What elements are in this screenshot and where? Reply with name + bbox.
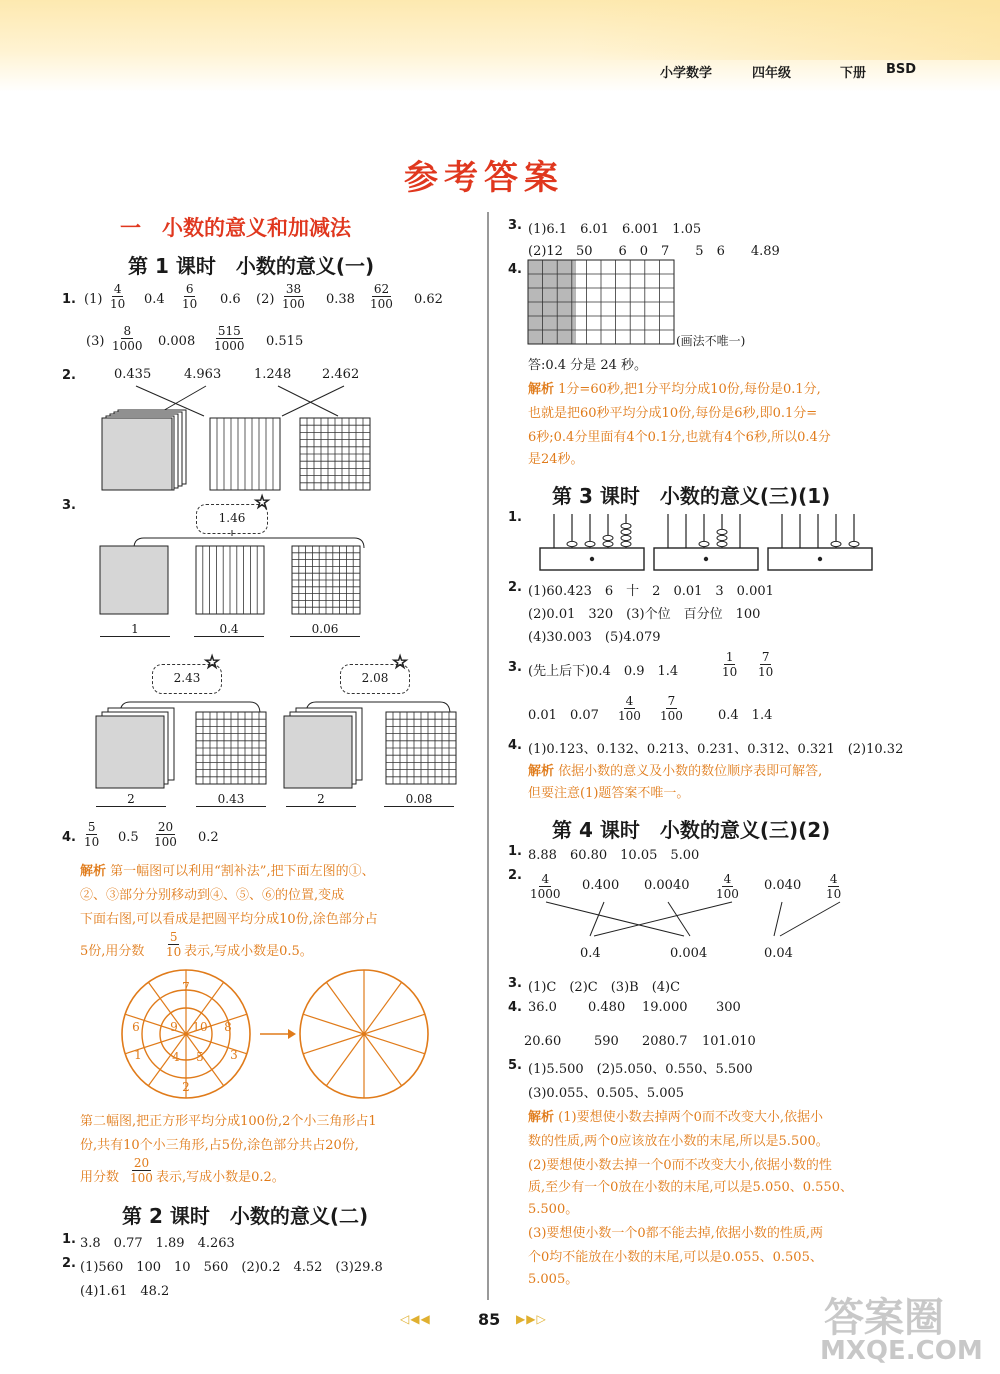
svg-text:☆: ☆: [392, 652, 409, 673]
lesson-4-title: 第 4 课时 小数的意义(三)(2): [552, 818, 831, 842]
q4-circles-figure: [120, 968, 440, 1106]
l4-q2-frac2: $\frac{4}{100}$: [716, 872, 739, 901]
r-q3-number: 3.: [508, 218, 522, 233]
q1-frac5: $\frac{8}{1000}$: [112, 324, 143, 353]
r-q3-line2: (2)12 50 6 0 7 5 6 4.89: [528, 244, 780, 259]
q1-frac3: $\frac{38}{100}$: [282, 282, 305, 311]
header-volume: 下册: [840, 66, 867, 81]
circle-number-10: 10: [192, 1020, 208, 1034]
l4-q2-top-3: 0.0040: [644, 878, 690, 893]
lesson-1-title: 第 1 课时 小数的意义(一): [128, 254, 375, 278]
l4-q3-number: 3.: [508, 976, 522, 991]
l3-q1-number: 1.: [508, 510, 522, 525]
l3-q2-line1: (1)60.423 6 十 2 0.01 3 0.001: [528, 584, 774, 599]
page-prev-arrows: ◁◀◀: [400, 1312, 431, 1326]
r-q4-analysis-line-2: 也就是把60秒平均分成10份,每份是6秒,即0.1分=: [528, 406, 818, 421]
r-q4-analysis-line-4: 是24秒。: [528, 452, 584, 467]
page-title: 参考答案: [404, 158, 564, 198]
lesson-2-title: 第 2 课时 小数的意义(二): [122, 1204, 369, 1228]
l4-q3-text: (1)C (2)C (3)B (4)C: [528, 980, 681, 995]
l4-q1-number: 1.: [508, 844, 522, 859]
l3-q4-analysis-line-1: 解析 依据小数的意义及小数的数位顺序表即可解答,: [528, 764, 823, 779]
l3-q2-line3: (4)30.003 (5)4.079: [528, 630, 661, 645]
svg-text:☆: ☆: [204, 652, 221, 673]
q1-val2: 0.6: [220, 292, 241, 307]
q3-br-value: 2.08: [340, 664, 410, 694]
q2-label-2: 4.963: [184, 367, 222, 382]
l3-q3-prefix: (先上后下)0.4 0.9 1.4: [528, 664, 679, 679]
q3-cap-1: 1: [100, 622, 170, 637]
q3-top-value: 1.46: [196, 504, 268, 534]
q2-label-3: 1.248: [254, 367, 292, 382]
r-q3-line1: (1)6.1 6.01 6.001 1.05: [528, 222, 702, 237]
l3-q3-frac1: $\frac{1}{10}$: [722, 650, 738, 679]
l4-q4-row2-2: 590: [594, 1034, 619, 1049]
q4-analysis-line-7b: 表示,写成小数是0.2。: [156, 1170, 285, 1185]
q4-analysis-line-6: 份,共有10个小三角形,占5份,涂色部分共占20份,: [80, 1138, 359, 1153]
q4-frac2: $\frac{20}{100}$: [154, 820, 177, 849]
header-grade: 四年级: [752, 66, 792, 81]
l3-q3-number: 3.: [508, 660, 522, 675]
l3-q3-row2a: 0.01 0.07: [528, 708, 599, 723]
l4-q5-analysis-line-7: 个0均不能放在小数的末尾,可以是0.055、0.505、: [528, 1250, 823, 1265]
l2-q2-line2: (4)1.61 48.2: [80, 1284, 170, 1299]
l4-q2-match-lines: [520, 896, 860, 946]
circle-number-2: 2: [182, 1080, 190, 1094]
q1-number: 1.: [62, 292, 76, 307]
q3-cap-3: 0.06: [290, 622, 360, 637]
q1-val4: 0.62: [414, 292, 443, 307]
page-next-arrows: ▶▶▷: [516, 1312, 547, 1326]
l4-q2-top-5: 0.040: [764, 878, 802, 893]
watermark-logo: 答案圈: [824, 1295, 944, 1341]
watermark-url: MXQE.COM: [820, 1336, 983, 1366]
q2-label-1: 0.435: [114, 367, 152, 382]
l4-q5-analysis-line-4: 质,至少有一个0放在小数的末尾,可以是5.050、0.550、: [528, 1180, 853, 1195]
q4-analysis-line-4b: 表示,写成小数是0.5。: [184, 944, 313, 959]
l3-q2-line2: (2)0.01 320 (3)个位 百分位 100: [528, 607, 761, 622]
l4-q5-line2: (3)0.055、0.505、5.005: [528, 1086, 685, 1101]
l4-q4-row2-1: 20.60: [524, 1034, 562, 1049]
q1-val5: 0.008: [158, 334, 196, 349]
q4-analysis-line-4a: 5份,用分数: [80, 944, 145, 959]
q1-frac6: $\frac{515}{1000}$: [214, 324, 245, 353]
q3-bl-value: 2.43: [152, 664, 222, 694]
header-subject: 小学数学: [660, 66, 713, 81]
l4-q4-row1-3: 19.000: [642, 1000, 688, 1015]
l4-q5-analysis-line-5: 5.500。: [528, 1202, 579, 1217]
q4-val1: 0.5: [118, 830, 139, 845]
l4-q4-row2-3: 2080.7: [642, 1034, 688, 1049]
l3-q4-line1: (1)0.123、0.132、0.213、0.231、0.312、0.321 (2)10.32: [528, 742, 904, 757]
l4-q2-frac1: $\frac{4}{1000}$: [530, 872, 561, 901]
l3-q2-number: 2.: [508, 580, 522, 595]
l4-q2-top-2: 0.400: [582, 878, 620, 893]
q1-part3: (3): [86, 334, 105, 349]
l4-q2-number: 2.: [508, 868, 522, 883]
circle-number-4: 4: [172, 1050, 180, 1064]
q4-analysis-line-7a: 用分数: [80, 1170, 120, 1185]
l4-q1-text: 8.88 60.80 10.05 5.00: [528, 848, 700, 863]
q1-part1: (1): [84, 292, 103, 307]
l4-q5-analysis-line-6: (3)要想使小数一个0都不能去掉,依据小数的性质,两: [528, 1226, 823, 1241]
q4-analysis-frac: $\frac{5}{10}$: [166, 930, 182, 959]
q3-figure: [90, 490, 409, 820]
lesson-3-title: 第 3 课时 小数的意义(三)(1): [552, 484, 831, 508]
q4-analysis-line-5: 第二幅图,把正方形平均分成100份,2个小三角形占1: [80, 1114, 377, 1129]
r-q4-note: (画法不唯一): [676, 334, 746, 348]
l4-q5-analysis-line-1: 解析 (1)要想使小数去掉两个0而不改变大小,依据小: [528, 1110, 823, 1125]
l4-q4-row2-4: 101.010: [702, 1034, 756, 1049]
l4-q2-bottom-2: 0.004: [670, 946, 708, 961]
l4-q4-row1-4: 300: [716, 1000, 741, 1015]
q1-val1: 0.4: [144, 292, 165, 307]
q3-number: 3.: [62, 498, 76, 513]
l4-q4-row1-2: 0.480: [588, 1000, 626, 1015]
l4-q5-analysis-line-2: 数的性质,两个0应该放在小数的末尾,所以是5.500。: [528, 1134, 829, 1149]
q3-bl-cap-1: 2: [96, 792, 166, 807]
l4-q2-frac3: $\frac{4}{10}$: [826, 872, 842, 901]
l2-q2-number: 2.: [62, 1256, 76, 1271]
circle-number-7: 7: [182, 980, 190, 994]
l3-q3-frac4: $\frac{7}{100}$: [660, 694, 683, 723]
q1-val6: 0.515: [266, 334, 304, 349]
circle-number-9: 9: [170, 1020, 178, 1034]
l4-q5-analysis-line-3: (2)要想使小数去掉一个0而不改变大小,依据小数的性: [528, 1158, 832, 1173]
svg-text:☆: ☆: [254, 492, 271, 513]
r-q4-analysis-line-3: 6秒;0.4分里面有4个0.1分,也就有4个6秒,所以0.4分: [528, 430, 831, 445]
q4-analysis-line-2: ②、③部分分别移动到④、⑤、⑥的位置,变成: [80, 888, 345, 903]
l2-q1-number: 1.: [62, 1232, 76, 1247]
q3-cap-2: 0.4: [194, 622, 264, 637]
circle-number-3: 3: [230, 1048, 238, 1062]
q2-figure: [96, 382, 386, 494]
l3-q3-frac2: $\frac{7}{10}$: [758, 650, 774, 679]
l3-q3-frac3: $\frac{4}{100}$: [618, 694, 641, 723]
circle-number-1: 1: [134, 1048, 142, 1062]
chapter-title: 一 小数的意义和加减法: [120, 216, 351, 240]
q2-label-4: 2.462: [322, 367, 360, 382]
q4-frac1: $\frac{5}{10}$: [84, 820, 100, 849]
q4-analysis-line-3: 下面右图,可以看成是把圆平均分成10份,涂色部分占: [80, 912, 378, 927]
l3-abacus-figure: [540, 510, 900, 576]
header-edition: BSD: [886, 62, 917, 77]
q1-part2: (2): [256, 292, 275, 307]
l4-q4-row1-1: 36.0: [528, 1000, 557, 1015]
l4-q2-bottom-1: 0.4: [580, 946, 601, 961]
l4-q5-analysis-line-8: 5.005。: [528, 1272, 579, 1287]
q4-val2: 0.2: [198, 830, 219, 845]
circle-number-6: 6: [132, 1020, 140, 1034]
r-q4-analysis-line-1: 解析 1分=60秒,把1分平均分成10份,每份是0.1分,: [528, 382, 821, 397]
l3-q3-row2b: 0.4 1.4: [718, 708, 773, 723]
l4-q4-number: 4.: [508, 1000, 522, 1015]
q2-number: 2.: [62, 368, 76, 383]
q1-frac2: $\frac{6}{10}$: [182, 282, 198, 311]
l4-q5-line1: (1)5.500 (2)5.050、0.550、5.500: [528, 1062, 753, 1077]
circle-number-8: 8: [224, 1020, 232, 1034]
q3-bl-cap-2: 0.43: [196, 792, 266, 807]
q3-br-cap-1: 2: [286, 792, 356, 807]
l4-q5-number: 5.: [508, 1058, 522, 1073]
l2-q2-line1: (1)560 100 10 560 (2)0.2 4.52 (3)29.8: [80, 1260, 383, 1275]
l3-q4-analysis-line-2: 但要注意(1)题答案不唯一。: [528, 786, 690, 801]
q4-number: 4.: [62, 830, 76, 845]
circle-number-5: 5: [196, 1050, 204, 1064]
q1-frac4: $\frac{62}{100}$: [370, 282, 393, 311]
r-q4-answer: 答:0.4 分是 24 秒。: [528, 358, 647, 373]
q3-br-cap-2: 0.08: [384, 792, 454, 807]
q1-val3: 0.38: [326, 292, 355, 307]
l3-q4-number: 4.: [508, 738, 522, 753]
r-q4-number: 4.: [508, 262, 522, 277]
l4-q2-bottom-3: 0.04: [764, 946, 793, 961]
q4-analysis-frac2: $\frac{20}{100}$: [130, 1156, 153, 1185]
q1-frac1: $\frac{4}{10}$: [110, 282, 126, 311]
r-q4-grid-figure: [528, 260, 678, 344]
l2-q1-text: 3.8 0.77 1.89 4.263: [80, 1236, 235, 1251]
page-number: 85: [478, 1310, 501, 1329]
q4-analysis-line-1: 解析 第一幅图可以利用“割补法”,把下面左图的①、: [80, 864, 375, 879]
